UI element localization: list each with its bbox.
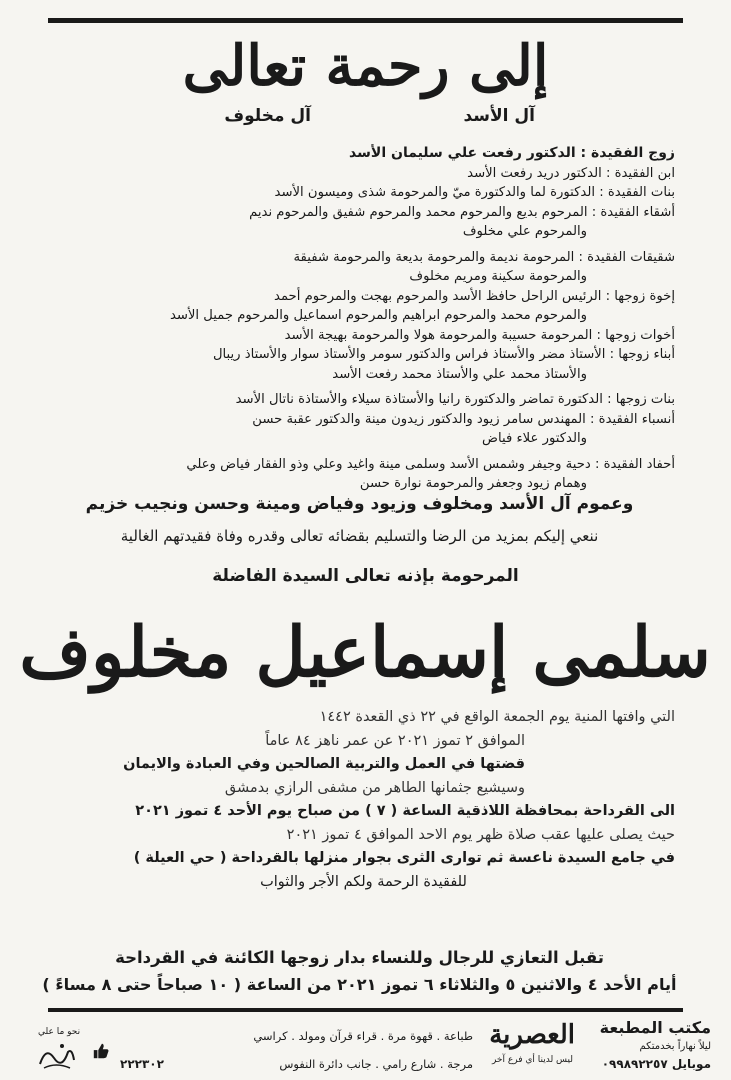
- relative-names: الدكتورة تماضر والدكتورة رانيا والأستاذة سيلاء والأستاذة ناتال الأسد: [235, 392, 603, 407]
- family-name-makhlouf: آل مخلوف: [224, 106, 311, 126]
- relative-line: [58, 222, 675, 242]
- funeral-detail-line: التي وافتها المنية يوم الجمعة الواقع في ٢٢ ذي القعدة ١٤٤٢: [319, 709, 675, 725]
- relative-line: [58, 183, 675, 203]
- relatives-list: [58, 144, 675, 494]
- relative-label: أحفاد الفقيدة :: [594, 456, 675, 472]
- funeral-detail-line: وسيشيع جثمانها الطاهر من مشفى الرازي بدمشق: [224, 779, 525, 796]
- relative-label: ابن الفقيدة :: [605, 165, 675, 181]
- relative-names: والمرحوم علي مخلوف: [462, 224, 587, 239]
- family-names: [0, 106, 731, 136]
- relative-names: الدكتور دريد رفعت الأسد: [467, 165, 602, 181]
- relative-label: أشقاء الفقيدة :: [591, 204, 675, 220]
- relative-names: دحية وجيفر وشمس الأسد وسلمى مينة واغيد وعلي وذو الفقار فياض وعلي: [186, 456, 591, 472]
- bottom-rule: [48, 1008, 683, 1012]
- relative-names: الرئيس الراحل حافظ الأسد والمرحوم بهجت والمرحوم أحمد: [274, 288, 602, 304]
- press-phone: موبايل ٠٩٩٨٩٢٢٥٧: [601, 1057, 711, 1071]
- relative-names: الأستاذ مضر والأستاذ فراس والدكتور سومر والأستاذ سوار والأستاذ ريبال: [212, 347, 606, 362]
- press-name: مكتب المطبعة: [599, 1018, 711, 1037]
- funeral-detail-line: قضتها في العمل والتربية الصالحين وفي العبادة والايمان: [123, 756, 525, 772]
- relative-line: [58, 203, 675, 223]
- relative-line: [58, 345, 675, 365]
- funeral-details: [52, 706, 675, 894]
- funeral-detail-line: الى القرداحة بمحافظة اللاذقية الساعة ( ٧ ) من صباح يوم الأحد ٤ تموز ٢٠٢١: [135, 803, 675, 819]
- relative-names: الدكتور رفعت علي سليمان الأسد: [349, 145, 576, 161]
- relative-label: زوج الفقيدة :: [580, 145, 675, 161]
- announce-line: ننعي إليكم بمزيد من الرضا والتسليم بقضائه تعالى وقدره وفاة فقيدتهم الغالية: [120, 527, 599, 545]
- uncles-line: وعموم آل الأسد ومخلوف وزيود وفياض ومينة وحسن ونجيب خزيم: [85, 494, 634, 514]
- relative-line: [58, 144, 675, 164]
- press-slogan: ليلاً نهاراً بخدمتكم: [639, 1041, 711, 1052]
- funeral-detail-line: للفقيدة الرحمة ولكم الأجر والثواب: [260, 873, 467, 890]
- relative-label: بنات الفقيدة :: [599, 185, 675, 200]
- relative-line: [58, 287, 675, 307]
- press-address: مرجة . شارع رامي . جانب دائرة النفوس: [279, 1057, 473, 1071]
- relative-label: شقيقات الفقيدة :: [578, 249, 675, 265]
- funeral-detail-line: الموافق ٢ تموز ٢٠٢١ عن عمر ناهز ٨٤ عاماً: [265, 732, 525, 749]
- press-sign: نحو ما علي: [38, 1027, 81, 1037]
- relative-names: والمرحوم محمد والمرحوم ابراهيم والمرحوم اسماعيل والمرحوم جميل الأسد: [169, 308, 587, 323]
- heading-title: إلى رحمة تعالى: [182, 33, 549, 99]
- relative-line: [58, 248, 675, 268]
- deceased-title: المرحومة بإذنه تعالى السيدة الفاضلة: [212, 566, 519, 586]
- relative-line: [58, 390, 675, 410]
- press-note: ليس لدينا أي فرع آخر: [491, 1055, 573, 1065]
- relative-line: [58, 410, 675, 430]
- relative-names: المرحومة حسيبة والمرحومة هولا والمرحومة بهيجة الأسد: [284, 327, 593, 343]
- relative-names: وهمام زيود وجعفر والمرحومة نوارة حسن: [359, 476, 587, 491]
- relative-line: [58, 306, 675, 326]
- relative-names: الدكتورة لما والدكتورة ميّ والمرحومة شذى وميسون الأسد: [274, 185, 596, 200]
- relative-label: إخوة زوجها :: [605, 288, 675, 304]
- relative-label: أخوات زوجها :: [596, 327, 675, 343]
- calligraphy-logo-icon: [36, 1038, 78, 1074]
- funeral-detail-line: حيث يصلى عليها عقب صلاة ظهر يوم الاحد الموافق ٤ تموز ٢٠٢١: [286, 826, 675, 843]
- relative-line: [58, 429, 675, 449]
- condolence-line: تقبل التعازي للرجال وللنساء بدار زوجها الكائنة في القرداحة: [115, 948, 604, 967]
- condolence-block: [40, 944, 679, 998]
- relative-names: والأستاذ محمد علي والأستاذ محمد رفعت الأسد: [332, 366, 587, 382]
- family-name-assad: آل الأسد: [463, 106, 535, 126]
- relative-names: والمرحومة سكينة ومريم مخلوف: [409, 269, 587, 284]
- relative-line: [58, 365, 675, 385]
- top-rule: [48, 18, 683, 23]
- press-services: طباعة . قهوة مرة . قراء قرآن ومولد . كراسي: [253, 1029, 473, 1043]
- relative-names: المهندس سامر زيود والدكتور زيدون مينة والدكتور عقبة حسن: [252, 411, 586, 427]
- funeral-detail-line: في جامع السيدة ناعسة ثم توارى الثرى بجوار منزلها بالقرداحة ( حي العيلة ): [133, 850, 675, 866]
- relative-line: [58, 164, 675, 184]
- press-brand: العصرية: [489, 1020, 575, 1050]
- relative-names: والدكتور علاء فياض: [482, 431, 587, 446]
- relative-label: بنات زوجها :: [607, 392, 675, 407]
- relative-names: المرحوم بديع والمرحوم محمد والمرحوم شفيق والمرحوم نديم: [249, 204, 588, 220]
- relative-label: أبناء زوجها :: [609, 347, 675, 362]
- deceased-name: سلمى إسماعيل مخلوف: [19, 612, 711, 693]
- thumbs-up-icon: [92, 1042, 110, 1060]
- press-footer: [20, 1014, 711, 1080]
- relative-line: [58, 455, 675, 475]
- relative-label: أنسباء الفقيدة :: [590, 411, 675, 427]
- condolence-line: أيام الأحد ٤ والاثنين ٥ والثلاثاء ٦ تموز ٢٠٢١ من الساعة ( ١٠ صباحاً حتى ٨ مساءً ): [42, 975, 677, 994]
- press-phone-landline: ٢٢٢٣٠٢: [120, 1057, 164, 1071]
- relative-names: المرحومة نديمة والمرحومة بديعة والمرحومة شفيقة: [293, 249, 575, 265]
- relative-line: [58, 267, 675, 287]
- relative-line: [58, 326, 675, 346]
